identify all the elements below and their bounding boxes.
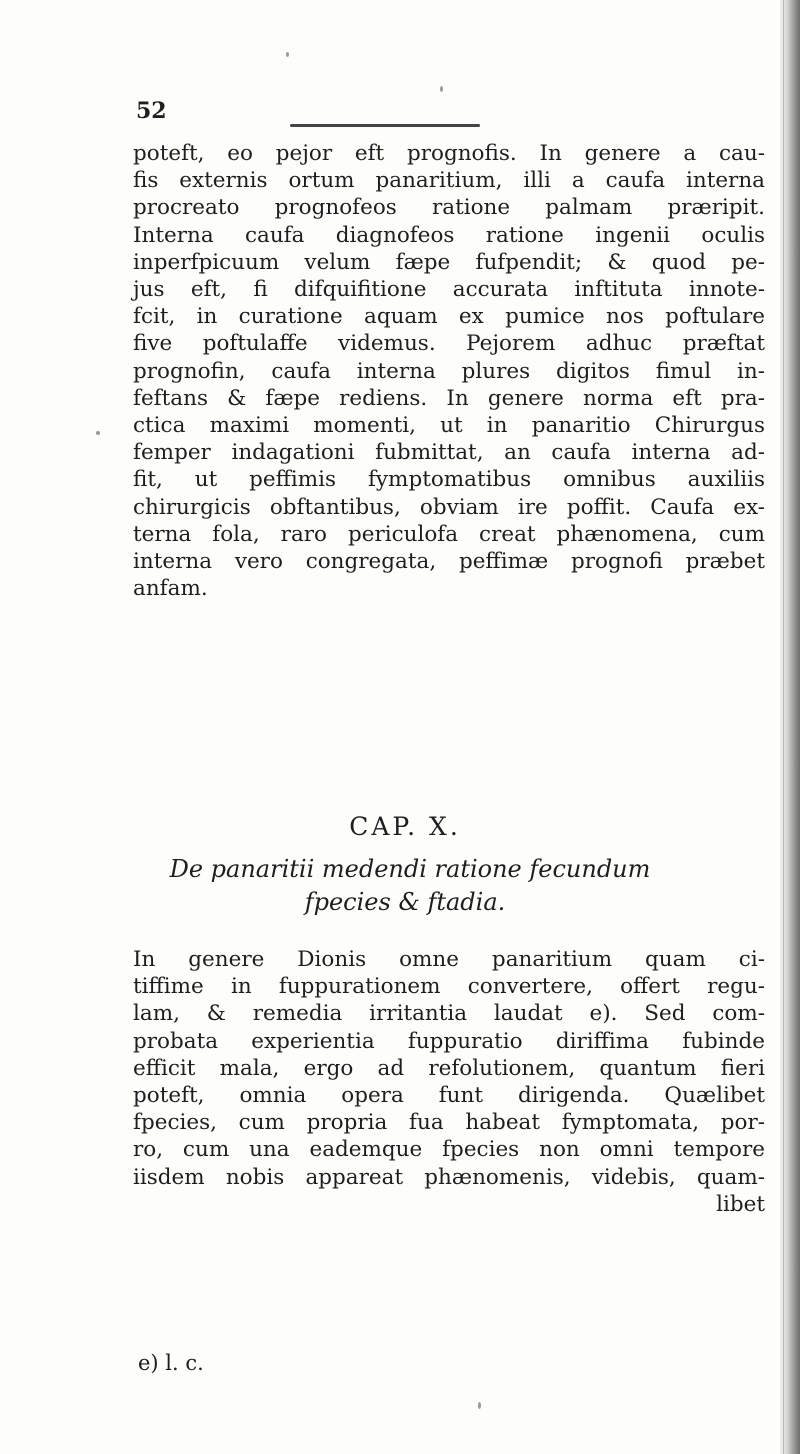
text-line: five poftulaffe videmus. Pejorem adhuc præftat (133, 331, 765, 357)
text-line: fit, ut peffimis fymptomatibus omnibus auxiliis (133, 467, 765, 493)
text-line: In genere Dionis omne panaritium quam ci- (133, 947, 765, 972)
footnote: e) l. c. (138, 1351, 204, 1375)
text-line: Interna caufa diagnofeos ratione ingenii oculis (133, 222, 765, 248)
text-line: efficit mala, ergo ad refolutionem, quantum fieri (133, 1055, 765, 1081)
paragraph-prognosis (133, 140, 765, 602)
text-line: poteft, eo pejor eft prognofis. In genere a cau- (133, 141, 765, 166)
chapter-subtitle: De panaritii medendi ratione fecundum (169, 855, 651, 883)
text-line: fpecies, cum propria fua habeat fymptomata, por- (133, 1110, 765, 1136)
print-speck (286, 52, 289, 57)
print-speck (440, 86, 443, 92)
text-line: femper indagationi fubmittat, an caufa interna ad- (133, 440, 765, 466)
text-line: anfam. (133, 576, 208, 602)
text-line: iisdem nobis appareat phænomenis, videbis, quam- (133, 1164, 765, 1190)
chapter-subtitle-continued: fpecies & ftadia. (304, 888, 506, 916)
text-line: feftans & fæpe rediens. In genere norma eft pra- (133, 385, 765, 411)
catchword: libet (716, 1191, 765, 1217)
text-line: terna fola, raro periculofa creat phænomena, cum (133, 521, 765, 547)
print-speck (478, 1402, 481, 1409)
text-line: jus eft, fi difquifitione accurata inftituta innote- (133, 277, 765, 303)
paragraph-dionis (133, 946, 765, 1218)
page-number: 52 (136, 98, 167, 124)
chapter-heading: CAP. X. (349, 812, 461, 841)
text-line: fcit, in curatione aquam ex pumice nos poftulare (133, 304, 765, 330)
text-line: inperfpicuum velum fæpe fufpendit; & quod pe- (133, 249, 765, 275)
print-speck (96, 431, 100, 435)
text-line: chirurgicis obftantibus, obviam ire poffit. Caufa ex- (133, 494, 765, 520)
text-line: interna vero congregata, peffimæ prognofi præbet (133, 549, 765, 575)
page-edge-line (783, 0, 784, 1454)
text-line: poteft, omnia opera funt dirigenda. Quælibet (133, 1083, 765, 1109)
text-line: procreato prognofeos ratione palmam præripit. (133, 195, 765, 221)
text-line: fis externis ortum panaritium, illi a caufa interna (133, 168, 765, 194)
text-line: ro, cum una eademque fpecies non omni tempore (133, 1137, 765, 1163)
text-line: prognofin, caufa interna plures digitos fimul in- (133, 358, 765, 384)
text-line: tiffime in fuppurationem convertere, offert regu- (133, 974, 765, 1000)
text-line: lam, & remedia irritantia laudat e). Sed com- (133, 1001, 765, 1027)
text-line: ctica maximi momenti, ut in panaritio Chirurgus (133, 413, 765, 439)
text-line: probata experientia fuppuratio diriffima fubinde (133, 1028, 765, 1054)
header-rule (290, 124, 480, 127)
